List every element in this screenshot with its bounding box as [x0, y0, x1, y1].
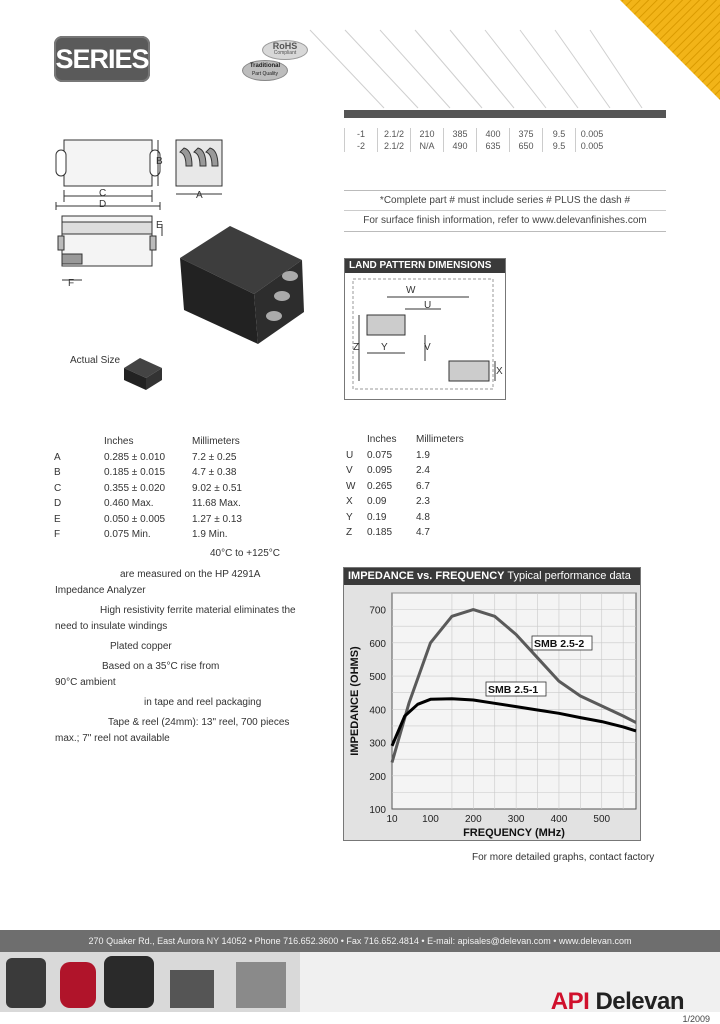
table-cell: 0.005 — [576, 140, 609, 152]
x-tick-label: 400 — [550, 814, 568, 825]
lp-w-label: W — [406, 285, 416, 296]
lp-x-label: X — [496, 366, 503, 377]
table-cell: 9.5 — [543, 128, 576, 140]
table-row — [346, 494, 486, 510]
dim-key: B — [54, 467, 61, 478]
table-row — [346, 448, 486, 464]
table-row — [54, 481, 314, 497]
table-row — [345, 140, 609, 152]
dim-a-label: A — [196, 190, 203, 201]
table-row — [346, 510, 486, 526]
dim-inches: 0.285 ± 0.010 — [104, 451, 166, 463]
table-row — [346, 479, 486, 495]
dim-inches: 0.185 ± 0.015 — [104, 467, 166, 478]
lp-u-label: U — [424, 300, 432, 311]
chart-title: IMPEDANCE vs. FREQUENCY — [348, 570, 505, 582]
table-row — [346, 463, 486, 479]
dim-mm: 6.7 — [416, 480, 430, 492]
table-header — [54, 434, 314, 450]
dim-inches: 0.075 Min. — [104, 529, 151, 540]
spec-terminals: Plated copper — [110, 641, 172, 652]
dim-inches: 0.075 — [367, 449, 393, 461]
col-millimeters: Millimeters — [416, 434, 464, 445]
table-row — [54, 465, 314, 481]
brand-api: API — [550, 988, 590, 1015]
table-cell: -1 — [345, 128, 378, 140]
dim-key: E — [54, 513, 61, 525]
dim-mm: 4.8 — [416, 511, 430, 523]
parts-table-header-bar — [344, 110, 666, 118]
dim-key: W — [346, 480, 356, 492]
lp-z-label: Z — [353, 342, 360, 353]
spec-packaging: in tape and reel packaging — [144, 697, 262, 708]
series-label: SMB 2.5-1 — [488, 684, 539, 696]
chart-note: For more detailed graphs, contact factory — [472, 852, 655, 863]
dim-e-label: E — [156, 220, 163, 231]
dim-mm: 9.02 ± 0.51 — [192, 482, 242, 494]
dim-mm: 11.68 Max. — [192, 498, 241, 509]
dim-inches: 0.19 — [367, 511, 387, 523]
dim-key: Z — [346, 527, 353, 538]
chart-subtitle: Typical performance data — [507, 570, 631, 582]
dim-mm: 1.9 — [416, 449, 430, 461]
footer-lower — [0, 952, 720, 1024]
dim-d-label: D — [99, 199, 107, 210]
x-axis-label: FREQUENCY (MHz) — [463, 827, 565, 839]
dim-f-label: F — [68, 278, 75, 289]
actual-size-photo — [122, 356, 166, 392]
spec-current-1: Based on a 35°C rise from — [102, 661, 220, 672]
lp-y-label: Y — [381, 342, 388, 353]
table-cell: 0.005 — [576, 128, 609, 140]
y-tick-label: 300 — [369, 738, 386, 750]
footer-contact: 270 Quaker Rd., East Aurora NY 14052 • Phone 716.652.3600 • Fax 716.652.4814 • E-mail: apisales@delevan.com • www.delevan.com — [0, 930, 720, 952]
physical-dimensions-table — [54, 434, 314, 543]
x-tick-label: 100 — [422, 814, 439, 825]
traditional-sub: Part Quality — [251, 71, 279, 77]
dim-mm: 1.9 Min. — [192, 529, 228, 540]
impedance-chart — [343, 567, 641, 841]
table-cell: 375 — [510, 128, 543, 140]
dim-key: X — [346, 496, 353, 507]
traditional-label: Traditional — [249, 63, 281, 69]
rohs-sub: Compliant — [273, 50, 297, 56]
x-tick-label: 300 — [507, 814, 525, 825]
corner-stripe — [580, 0, 720, 140]
dim-inches: 0.185 — [367, 527, 393, 538]
dim-mm: 4.7 — [416, 527, 430, 538]
footer — [0, 930, 720, 1024]
dim-inches: 0.09 — [367, 496, 387, 507]
table-row — [54, 527, 314, 543]
dim-key: D — [54, 498, 62, 509]
dim-key: U — [346, 449, 354, 461]
col-millimeters: Millimeters — [192, 436, 240, 447]
spec-temp: 40°C to +125°C — [210, 548, 280, 559]
surface-finish-note: For surface finish information, refer to www.delevanfinishes.com — [344, 210, 666, 230]
dim-key: V — [346, 465, 353, 476]
parts-table — [344, 128, 608, 152]
lp-v-label: V — [424, 342, 431, 353]
brand-name: Delevan — [595, 988, 684, 1015]
dim-mm: 2.3 — [416, 496, 430, 507]
dim-key: C — [54, 482, 62, 494]
traditional-logo — [242, 60, 288, 81]
land-pattern-box — [344, 258, 506, 400]
table-cell: 2.1/2 — [378, 128, 411, 140]
table-cell: 385 — [444, 128, 477, 140]
actual-size-label: Actual Size — [70, 355, 121, 366]
spec-reel-2: max.; 7" reel not available — [55, 733, 170, 744]
table-row — [346, 525, 486, 541]
footer-product-photo — [0, 952, 300, 1012]
dim-inches: 0.460 Max. — [104, 498, 154, 509]
dim-key: A — [54, 451, 61, 463]
y-tick-label: 700 — [369, 605, 386, 617]
spec-measured-1: are measured on the HP 4291A — [120, 569, 261, 580]
table-cell: 9.5 — [543, 140, 576, 152]
table-cell: 490 — [444, 140, 477, 152]
table-cell: 635 — [477, 140, 510, 152]
dim-key: Y — [346, 511, 353, 523]
rohs-label: RoHS — [272, 41, 298, 51]
dim-mm: 1.27 ± 0.13 — [192, 513, 242, 525]
chart-plot — [344, 585, 640, 839]
col-inches: Inches — [367, 434, 397, 445]
land-dimensions-table — [346, 432, 486, 541]
spec-core-1: High resistivity ferrite material eliminates the — [100, 605, 296, 616]
y-tick-label: 400 — [369, 705, 386, 717]
spec-reel-1: Tape & reel (24mm): 13" reel, 700 pieces — [108, 717, 290, 728]
table-cell: 650 — [510, 140, 543, 152]
revision-date: 1/2009 — [682, 1014, 710, 1024]
y-tick-label: 500 — [369, 672, 386, 684]
table-row — [54, 512, 314, 528]
dim-key: F — [54, 529, 61, 540]
complete-part-note: *Complete part # must include series # PLUS the dash # — [379, 195, 631, 206]
y-tick-label: 100 — [369, 805, 386, 816]
x-tick-label: 500 — [593, 814, 611, 825]
series-badge: SERIES — [54, 36, 150, 82]
dim-b-label: B — [156, 156, 163, 167]
y-axis-label: IMPEDANCE (OHMS) — [349, 646, 361, 756]
chart-header — [344, 568, 640, 585]
table-cell: N/A — [411, 140, 444, 152]
part-notes — [344, 190, 666, 232]
dim-mm: 7.2 ± 0.25 — [192, 451, 237, 463]
land-pattern-title: LAND PATTERN DIMENSIONS — [345, 259, 505, 273]
dim-mm: 2.4 — [416, 465, 430, 476]
x-tick-label: 200 — [464, 814, 482, 825]
dim-c-label: C — [99, 188, 107, 199]
table-row — [345, 128, 609, 140]
table-cell: -2 — [345, 140, 378, 152]
side-view-drawing — [170, 136, 240, 204]
dim-inches: 0.050 ± 0.005 — [104, 513, 166, 525]
table-cell: 210 — [411, 128, 444, 140]
table-row — [54, 496, 314, 512]
table-cell: 2.1/2 — [378, 140, 411, 152]
col-inches: Inches — [104, 436, 134, 447]
table-header — [346, 432, 486, 448]
land-pattern-drawing — [345, 273, 505, 399]
spec-core-2: need to insulate windings — [55, 621, 168, 632]
x-tick-label: 10 — [386, 814, 398, 825]
component-photo — [172, 220, 312, 350]
y-tick-label: 200 — [369, 771, 386, 783]
dim-mm: 4.7 ± 0.38 — [192, 467, 237, 478]
table-row — [54, 450, 314, 466]
spec-current-2: 90°C ambient — [55, 677, 116, 688]
spec-measured-2: Impedance Analyzer — [55, 585, 146, 596]
dim-inches: 0.355 ± 0.020 — [104, 482, 166, 494]
dim-inches: 0.265 — [367, 480, 393, 492]
top-view-drawing — [50, 130, 170, 220]
dim-inches: 0.095 — [367, 465, 393, 476]
table-cell: 400 — [477, 128, 510, 140]
y-tick-label: 600 — [369, 638, 386, 650]
series-label: SMB 2.5-2 — [534, 638, 585, 650]
